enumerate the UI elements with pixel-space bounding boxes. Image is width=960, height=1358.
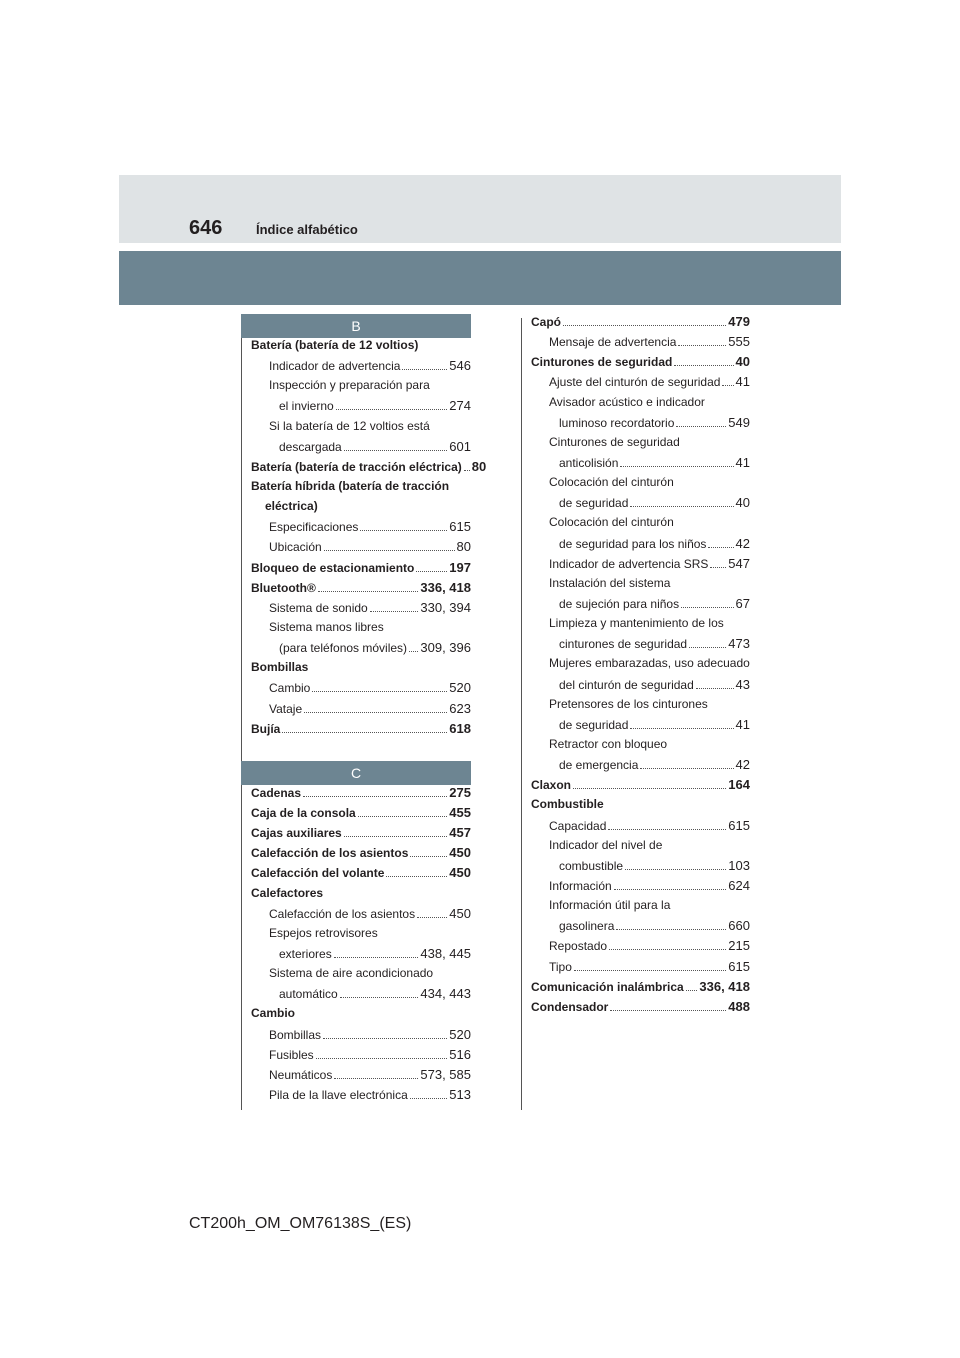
- entry-page: 40: [735, 354, 750, 370]
- leader-dots: [344, 450, 448, 451]
- entry-page: 450: [449, 905, 471, 921]
- entry-page: 546: [449, 358, 471, 374]
- entry-page: 164: [728, 777, 750, 793]
- entry-text: Batería (batería de 12 voltios): [251, 338, 419, 352]
- index-entry: [521, 354, 750, 374]
- index-entry: [521, 838, 750, 858]
- index-entry: [241, 419, 471, 439]
- entry-page: 42: [735, 757, 750, 773]
- entry-text: de seguridad para los niños: [559, 536, 707, 551]
- entry-page: 80: [471, 458, 487, 474]
- entry-text: automático: [279, 987, 338, 1002]
- leader-dots: [696, 688, 734, 689]
- entry-page: 549: [728, 414, 750, 430]
- section-letter-header: B: [241, 314, 471, 338]
- entry-text: de emergencia: [559, 758, 639, 773]
- leader-dots: [608, 829, 726, 830]
- index-entry: [521, 616, 750, 636]
- entry-text: de seguridad: [559, 496, 629, 511]
- entry-text: Comunicación inalámbrica: [531, 979, 684, 994]
- entry-text: Cambio: [269, 681, 311, 696]
- entry-text: de seguridad: [559, 717, 629, 732]
- entry-text: Vataje: [269, 701, 303, 716]
- leader-dots: [625, 869, 726, 870]
- leader-dots: [708, 547, 733, 548]
- entry-text: Sistema de aire acondicionado: [269, 966, 434, 981]
- index-entry: [241, 580, 471, 600]
- entry-page: 450: [449, 865, 471, 881]
- page-title: Índice alfabético: [256, 222, 358, 237]
- index-entry: [241, 865, 471, 885]
- index-entry: [521, 374, 750, 394]
- index-entry: [521, 737, 750, 757]
- entry-text: Ubicación: [269, 540, 322, 555]
- header-band: [119, 175, 841, 243]
- index-entry: [521, 717, 750, 737]
- index-entry: [521, 777, 750, 797]
- index-entry: [521, 495, 750, 515]
- entry-page: 520: [449, 680, 471, 696]
- index-entry: [241, 660, 471, 680]
- index-entry: [241, 600, 471, 620]
- entry-page: 438, 445: [420, 945, 471, 961]
- index-entry: [241, 640, 471, 660]
- leader-dots: [303, 796, 447, 797]
- entry-page: 547: [728, 555, 750, 571]
- entry-text: Indicador de advertencia: [269, 359, 401, 374]
- leader-dots: [676, 426, 726, 427]
- entry-page: 615: [728, 817, 750, 833]
- entry-page: 618: [449, 720, 471, 736]
- index-entry: [521, 938, 750, 958]
- entry-page: 41: [735, 716, 750, 732]
- entry-text: Avisador acústico e indicador: [549, 394, 705, 409]
- leader-dots: [686, 990, 698, 991]
- index-entry: [241, 680, 471, 700]
- entry-page: 623: [449, 700, 471, 716]
- index-entry: [241, 886, 471, 906]
- leader-dots: [370, 611, 419, 612]
- index-right-column: [521, 314, 750, 1019]
- entry-page: 488: [728, 998, 750, 1014]
- index-entry: [241, 499, 471, 519]
- entry-text: Calefacción del volante: [251, 866, 385, 881]
- document-code: CT200h_OM_OM76138S_(ES): [189, 1215, 412, 1232]
- entry-page: 615: [449, 519, 471, 535]
- entry-text: Combustible: [531, 797, 604, 812]
- entry-text: Bombillas: [269, 1027, 322, 1042]
- index-entry: [241, 1006, 471, 1026]
- entry-text: Colocación del cinturón: [549, 515, 674, 530]
- entry-text: Información útil para la: [549, 898, 671, 913]
- entry-text: Indicador de advertencia SRS: [549, 556, 709, 571]
- entry-text: cinturones de seguridad: [559, 637, 688, 652]
- leader-dots: [609, 949, 726, 950]
- entry-text: del cinturón de seguridad: [559, 677, 694, 692]
- entry-page: 42: [735, 535, 750, 551]
- index-entry: [521, 677, 750, 697]
- index-entry: [241, 785, 471, 805]
- index-entry: [241, 721, 471, 741]
- index-entry: [521, 334, 750, 354]
- index-entry: [241, 845, 471, 865]
- leader-dots: [630, 728, 733, 729]
- entry-text: Retractor con bloqueo: [549, 736, 668, 751]
- index-entry: [241, 479, 471, 499]
- entry-text: Neumáticos: [269, 1067, 333, 1082]
- leader-dots: [386, 876, 447, 877]
- entry-text: Cinturones de seguridad: [531, 355, 673, 370]
- index-left-column: [241, 314, 487, 1107]
- entry-text: combustible: [559, 858, 624, 873]
- entry-text: Ajuste del cinturón de seguridad: [549, 375, 721, 390]
- entry-text: Caja de la consola: [251, 805, 356, 820]
- entry-text: Capacidad: [549, 818, 607, 833]
- index-entry: [521, 797, 750, 817]
- entry-text: Bujía: [251, 721, 281, 736]
- entry-text: Colocación del cinturón: [549, 475, 674, 490]
- index-entry: [521, 455, 750, 475]
- leader-dots: [722, 385, 733, 386]
- index-entry: [521, 475, 750, 495]
- entry-page: 516: [449, 1046, 471, 1062]
- index-entry: [521, 395, 750, 415]
- entry-page: 275: [449, 784, 471, 800]
- leader-dots: [336, 409, 448, 410]
- entry-text: Información: [549, 878, 612, 893]
- entry-text: Pretensores de los cinturones: [549, 696, 708, 711]
- index-entry: [241, 338, 471, 358]
- leader-dots: [610, 1010, 726, 1011]
- entry-text: (para teléfonos móviles): [279, 641, 408, 656]
- entry-text: Cinturones de seguridad: [549, 434, 680, 449]
- leader-dots: [282, 732, 447, 733]
- entry-text: Instalación del sistema: [549, 575, 671, 590]
- index-entry: [521, 556, 750, 576]
- index-entry: [241, 378, 471, 398]
- index-entry: [241, 458, 487, 479]
- index-entry: [521, 314, 750, 334]
- leader-dots: [573, 788, 726, 789]
- entry-text: Calefacción de los asientos: [269, 906, 416, 921]
- entry-text: Mensaje de advertencia: [549, 335, 677, 350]
- index-entry: [521, 415, 750, 435]
- entry-text: anticolisión: [559, 455, 619, 470]
- entry-text: luminoso recordatorio: [559, 415, 675, 430]
- leader-dots: [318, 591, 419, 592]
- leader-dots: [340, 997, 419, 998]
- leader-dots: [689, 647, 726, 648]
- index-entry: [521, 918, 750, 938]
- entry-text: Sistema manos libres: [269, 619, 384, 634]
- entry-page: 330, 394: [420, 599, 471, 615]
- index-entry: [521, 697, 750, 717]
- leader-dots: [630, 506, 733, 507]
- entry-text: Tipo: [549, 959, 572, 974]
- index-entry: [521, 757, 750, 777]
- index-entry: [521, 898, 750, 918]
- leader-dots: [316, 1058, 448, 1059]
- index-entry: [521, 999, 750, 1019]
- leader-dots: [334, 1078, 418, 1079]
- index-entry: [241, 1047, 471, 1067]
- entry-page: 40: [735, 495, 750, 511]
- entry-page: 573, 585: [420, 1066, 471, 1082]
- index-entry: [241, 560, 471, 580]
- entry-text: Bluetooth®: [251, 580, 316, 595]
- leader-dots: [616, 929, 726, 930]
- entry-page: 473: [728, 636, 750, 652]
- index-entry: [521, 435, 750, 455]
- index-entry: [241, 701, 471, 721]
- entry-page: 197: [449, 559, 471, 575]
- index-entry: [241, 398, 471, 418]
- entry-page: 103: [728, 857, 750, 873]
- page-number: 646: [189, 217, 223, 239]
- leader-dots: [620, 466, 733, 467]
- section-letter-header: C: [241, 761, 471, 785]
- index-entry: [521, 818, 750, 838]
- leader-dots: [563, 325, 726, 326]
- leader-dots: [674, 365, 733, 366]
- leader-dots: [334, 957, 419, 958]
- index-entry: [241, 358, 471, 378]
- entry-page: 555: [728, 334, 750, 350]
- entry-text: Repostado: [549, 939, 608, 954]
- index-entry: [241, 1087, 471, 1107]
- leader-dots: [323, 1038, 447, 1039]
- entry-text: exteriores: [279, 946, 332, 961]
- index-entry: [241, 620, 471, 640]
- entry-page: 601: [449, 438, 471, 454]
- entry-page: 309, 396: [420, 640, 471, 656]
- leader-dots: [344, 836, 448, 837]
- index-entry: [241, 519, 471, 539]
- entry-text: Bombillas: [251, 660, 309, 675]
- entry-page: 41: [735, 454, 750, 470]
- index-entry: [241, 966, 471, 986]
- index-entry: [521, 878, 750, 898]
- entry-page: 479: [728, 314, 750, 329]
- header-bar: [119, 251, 841, 305]
- entry-text: eléctrica): [265, 499, 318, 514]
- entry-page: 457: [449, 825, 471, 841]
- leader-dots: [614, 889, 727, 890]
- entry-text: Capó: [531, 315, 561, 329]
- index-entry: [521, 596, 750, 616]
- index-entry: [521, 536, 750, 556]
- index-entry: [241, 1027, 471, 1047]
- leader-dots: [710, 567, 726, 568]
- entry-text: el invierno: [279, 399, 334, 414]
- index-entry: [241, 439, 471, 459]
- leader-dots: [464, 470, 470, 471]
- entry-text: Batería híbrida (batería de tracción: [251, 478, 450, 493]
- entry-text: Indicador del nivel de: [549, 837, 663, 852]
- entry-text: Cajas auxiliares: [251, 826, 342, 841]
- index-entry: [521, 515, 750, 535]
- entry-page: 274: [449, 398, 471, 414]
- entry-page: 513: [449, 1086, 471, 1102]
- index-entry: [521, 656, 750, 676]
- entry-text: gasolinera: [559, 919, 615, 934]
- index-entry: [241, 539, 471, 559]
- entry-text: Cambio: [251, 1006, 296, 1021]
- entry-page: 520: [449, 1026, 471, 1042]
- index-entry: [241, 946, 471, 966]
- leader-dots: [417, 917, 447, 918]
- index-entry: [521, 636, 750, 656]
- entry-text: Espejos retrovisores: [269, 925, 378, 940]
- leader-dots: [312, 691, 447, 692]
- index-entry: [521, 979, 750, 999]
- entry-text: Si la batería de 12 voltios está: [269, 418, 430, 433]
- entry-text: Claxon: [531, 778, 572, 793]
- entry-text: Condensador: [531, 999, 609, 1014]
- index-entry: [521, 959, 750, 979]
- entry-page: 660: [728, 918, 750, 934]
- leader-dots: [410, 1098, 448, 1099]
- leader-dots: [416, 571, 447, 572]
- entry-page: 67: [735, 595, 750, 611]
- entry-text: Fusibles: [269, 1047, 314, 1062]
- entry-text: Pila de la llave electrónica: [269, 1087, 408, 1102]
- entry-text: descargada: [279, 439, 342, 454]
- leader-dots: [678, 345, 726, 346]
- entry-page: 336, 418: [420, 579, 471, 595]
- leader-dots: [360, 530, 447, 531]
- entry-page: 41: [735, 374, 750, 390]
- leader-dots: [304, 712, 447, 713]
- entry-page: 434, 443: [420, 986, 471, 1002]
- entry-text: Cadenas: [251, 785, 302, 800]
- index-entry: [241, 906, 471, 926]
- index-entry: [241, 825, 471, 845]
- entry-page: 624: [728, 877, 750, 893]
- entry-text: Bloqueo de estacionamiento: [251, 560, 415, 575]
- leader-dots: [574, 970, 726, 971]
- entry-text: Calefacción de los asientos: [251, 846, 409, 861]
- index-entry: [241, 926, 471, 946]
- leader-dots: [640, 768, 733, 769]
- index-entry: [241, 805, 471, 825]
- leader-dots: [410, 856, 447, 857]
- entry-text: Mujeres embarazadas, uso adecuado: [549, 656, 750, 671]
- entry-text: Batería (batería de tracción eléctrica): [251, 459, 462, 474]
- entry-text: Inspección y preparación para: [269, 378, 430, 393]
- index-entry: [521, 576, 750, 596]
- entry-text: Sistema de sonido: [269, 600, 368, 615]
- entry-page: 215: [728, 938, 750, 954]
- leader-dots: [358, 816, 448, 817]
- index-entry: [241, 986, 471, 1006]
- index-entry: [521, 858, 750, 878]
- entry-text: Calefactores: [251, 885, 324, 900]
- entry-page: 336, 418: [699, 978, 750, 994]
- entry-page: 455: [449, 804, 471, 820]
- entry-text: Especificaciones: [269, 520, 359, 535]
- leader-dots: [409, 651, 418, 652]
- entry-text: Limpieza y mantenimiento de los: [549, 616, 724, 631]
- index-entry: [241, 1067, 471, 1087]
- entry-page: 80: [456, 539, 471, 555]
- leader-dots: [402, 369, 447, 370]
- leader-dots: [324, 550, 455, 551]
- entry-page: 615: [728, 958, 750, 974]
- entry-page: 43: [735, 676, 750, 692]
- leader-dots: [681, 607, 733, 608]
- entry-page: 450: [449, 845, 471, 861]
- entry-text: de sujeción para niños: [559, 596, 680, 611]
